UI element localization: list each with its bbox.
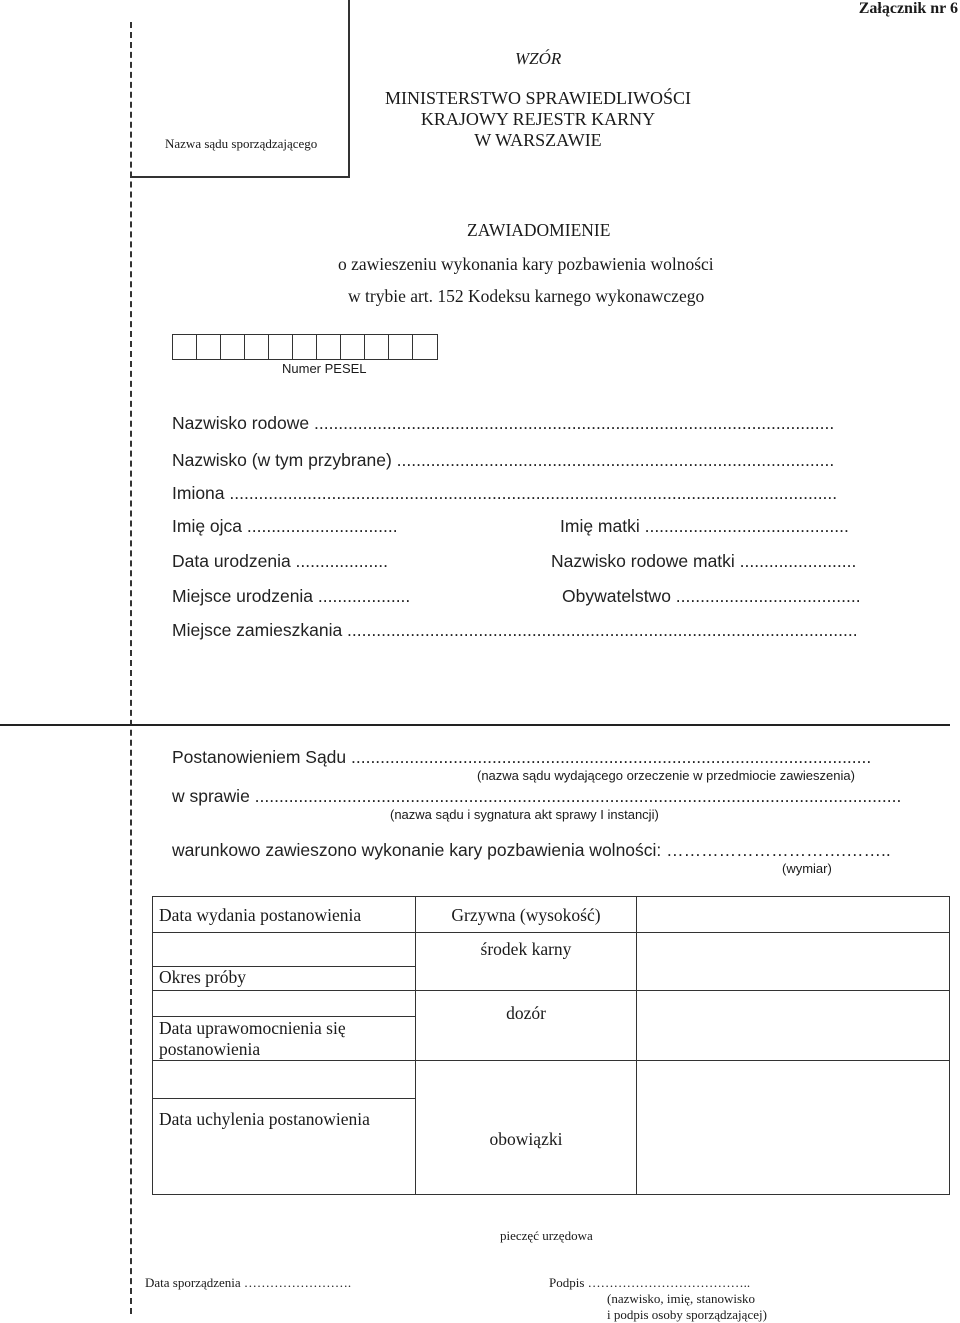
issue-date-label: Data wydania postanowienia	[153, 897, 416, 933]
pesel-digit-box[interactable]	[341, 335, 365, 359]
revocation-date-label: Data uchylenia postanowienia	[153, 1099, 416, 1195]
pesel-label: Numer PESEL	[282, 361, 367, 376]
pesel-digit-box[interactable]	[317, 335, 341, 359]
mother-name-field[interactable]: Imię matki ..........................................	[560, 516, 849, 536]
signature-field[interactable]: Podpis ………………………………..	[549, 1275, 751, 1290]
supervision-value-cell[interactable]	[637, 991, 950, 1061]
issue-date-value-cell[interactable]	[153, 933, 416, 967]
template-label: WZÓR	[515, 49, 562, 68]
prep-date-field[interactable]: Data sporządzenia …………………….	[145, 1275, 352, 1290]
current-name-field[interactable]: Nazwisko (w tym przybrane) ..........................................................................................	[172, 450, 835, 470]
ministry-line-1: MINISTERSTWO SPRAWIEDLIWOŚCI	[384, 88, 692, 108]
citizenship-field[interactable]: Obywatelstwo ......................................	[562, 586, 861, 606]
validity-date-label: Data uprawomocnienia się postanowienia	[153, 1017, 416, 1061]
pesel-digit-box[interactable]	[197, 335, 221, 359]
pesel-digit-box[interactable]	[413, 335, 437, 359]
cut-line	[130, 22, 132, 1314]
first-names-field[interactable]: Imiona .............................................................................................................................	[172, 483, 838, 503]
obligations-value-cell[interactable]	[637, 1061, 950, 1195]
penal-measure-value-cell[interactable]	[637, 933, 950, 991]
title-legal-basis: w trybie art. 152 Kodeksu karnego wykonawczego	[348, 286, 705, 306]
case-field[interactable]: w sprawie .....................................................................................................................................	[172, 786, 902, 806]
probation-period-label: Okres próby	[153, 967, 416, 991]
penal-measure-label: środek karny	[416, 933, 637, 991]
birth-date-field[interactable]: Data urodzenia ...................	[172, 551, 388, 571]
decision-details-table	[152, 896, 950, 1195]
pesel-digit-box[interactable]	[293, 335, 317, 359]
suspension-field[interactable]: warunkowo zawieszono wykonanie kary pozbawienia wolności: ………………………….……..	[172, 840, 891, 860]
court-decision-field[interactable]: Postanowieniem Sądu ...........................................................................................................	[172, 747, 872, 767]
father-name-field[interactable]: Imię ojca ...............................	[172, 516, 398, 536]
pesel-digit-box[interactable]	[245, 335, 269, 359]
suspension-note: (wymiar)	[782, 861, 832, 876]
pesel-digit-box[interactable]	[269, 335, 293, 359]
pesel-digit-box[interactable]	[365, 335, 389, 359]
section-divider	[0, 724, 950, 726]
annex-label: Załącznik nr 6	[858, 0, 958, 17]
validity-date-value-cell[interactable]	[153, 1061, 416, 1099]
ministry-line-2: KRAJOWY REJESTR KARNY	[420, 109, 656, 129]
probation-period-value-cell[interactable]	[153, 991, 416, 1017]
signature-note-line-1: (nazwisko, imię, stanowisko	[607, 1291, 756, 1306]
obligations-label: obowiązki	[416, 1061, 637, 1195]
birth-place-field[interactable]: Miejsce urodzenia ...................	[172, 586, 411, 606]
court-name-label: Nazwa sądu sporządzającego	[165, 136, 318, 151]
title-heading: ZAWIADOMIENIE	[467, 220, 611, 240]
stamp-label: pieczęć urzędowa	[500, 1228, 593, 1243]
pesel-digit-box[interactable]	[221, 335, 245, 359]
pesel-digit-box[interactable]	[389, 335, 413, 359]
court-decision-note: (nazwa sądu wydającego orzeczenie w przedmiocie zawieszenia)	[477, 768, 855, 783]
family-name-field[interactable]: Nazwisko rodowe ...........................................................................................................	[172, 413, 835, 433]
mother-family-name-field[interactable]: Nazwisko rodowe matki ........................	[551, 551, 857, 571]
pesel-digit-box[interactable]	[173, 335, 197, 359]
pesel-boxes[interactable]	[172, 334, 438, 360]
residence-field[interactable]: Miejsce zamieszkania .........................................................................................................	[172, 620, 858, 640]
title-subject: o zawieszeniu wykonania kary pozbawienia wolności	[338, 254, 714, 274]
fine-label: Grzywna (wysokość)	[416, 897, 637, 933]
ministry-address	[348, 88, 728, 151]
fine-value-cell[interactable]	[637, 897, 950, 933]
signature-note-line-2: i podpis osoby sporządzającej)	[607, 1307, 767, 1322]
ministry-line-3: W WARSZAWIE	[474, 130, 602, 150]
supervision-label: dozór	[416, 991, 637, 1061]
case-note: (nazwa sądu i sygnatura akt sprawy I instancji)	[390, 807, 659, 822]
